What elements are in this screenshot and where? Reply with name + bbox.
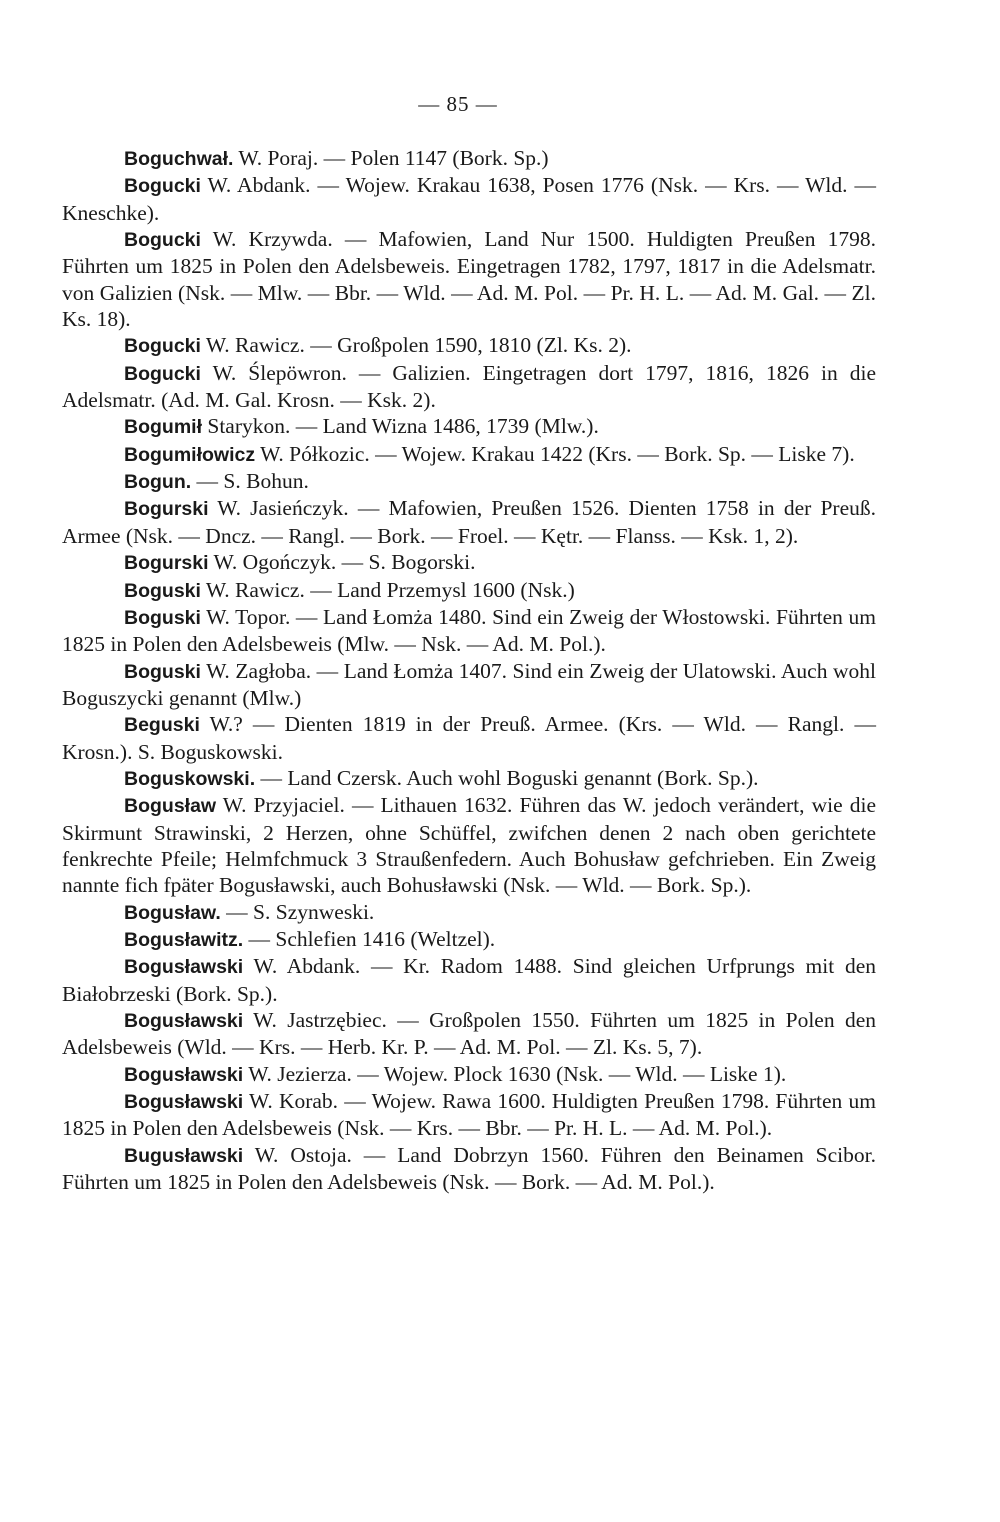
entry-text: W. Jezierza. — Wojew. Plock 1630 (Nsk. — Wld. — Liske 1). <box>243 1061 787 1086</box>
entry-boguslawski-jastrzebiec <box>62 1007 876 1061</box>
entry-boguslawski-korab <box>62 1088 876 1142</box>
entry-boguski-zagloba <box>62 658 876 712</box>
entry-text: W. Rawicz. — Großpolen 1590, 1810 (Zl. Ks. 2). <box>200 333 632 358</box>
entry-surname: Bogusławski <box>124 1091 244 1114</box>
entry-surname: Bogucki <box>124 175 201 198</box>
entry-text: W. Rawicz. — Land Przemysl 1600 (Nsk.) <box>200 577 575 602</box>
entry-bogun <box>62 468 876 495</box>
entry-surname: Bogusławitz. <box>124 928 244 951</box>
entry-surname: Bogumiłowicz <box>124 443 256 466</box>
entry-surname: Boguski <box>124 579 201 602</box>
page-number: — 85 — <box>418 92 498 116</box>
entry-surname: Bogurski <box>124 498 209 521</box>
entry-bogucki-rawicz <box>62 332 876 359</box>
entry-text: — S. Bohun. <box>191 469 309 494</box>
entry-boguski-topor <box>62 604 876 658</box>
entry-surname: Bogurski <box>124 552 209 575</box>
entry-bogumilowicz <box>62 441 876 468</box>
entry-surname: Beguski <box>124 714 200 737</box>
entry-list <box>62 145 876 1195</box>
entry-boguslawski-jezierza <box>62 1061 876 1088</box>
document-page <box>62 92 876 1195</box>
entry-surname: Bogumił <box>124 416 202 439</box>
entry-text: W. Abdank. — Kr. Radom 1488. Sind gleichen Urfprungs mit den Białobrzeski (Bork. Sp.). <box>62 954 876 1006</box>
entry-text: Starykon. — Land Wizna 1486, 1739 (Mlw.). <box>202 414 599 439</box>
entry-surname: Bogusław <box>124 795 217 818</box>
entry-text: W. Ślepöwron. — Galizien. Eingetragen dort 1797, 1816, 1826 in die Adelsmatr. (Ad. M. Gal. Krosn. — Ksk. 2). <box>62 360 876 413</box>
entry-bogucki-abdank <box>62 172 876 226</box>
entry-surname: Bogusław. <box>124 901 221 924</box>
entry-text: W. Zagłoba. — Land Łomża 1407. Sind ein Zweig der Ulatowski. Auch wohl Boguszycki genannt (Mlw.) <box>62 658 876 710</box>
entry-surname: Bugusławski <box>124 1144 244 1167</box>
entry-boguchwal <box>62 145 876 172</box>
entry-bogurski-ogonczyk <box>62 549 876 576</box>
entry-surname: Boguski <box>124 660 201 683</box>
entry-surname: Bogun. <box>124 471 192 494</box>
entry-text: W. Topor. — Land Łomża 1480. Sind ein Zweig der Włostowski. Führten um 1825 in Polen den Adelsbeweis (Mlw. — Nsk. — Ad. M. Pol.). <box>62 604 876 657</box>
entry-text: W. Abdank. — Wojew. Krakau 1638, Posen 1776 (Nsk. — Krs. — Wld. — Kneschke). <box>62 173 876 225</box>
entry-boguslaw-przyjaciel <box>62 792 876 898</box>
entry-surname: Bogucki <box>124 335 201 358</box>
entry-surname: Boguskowski. <box>124 767 256 790</box>
entry-surname: Boguski <box>124 606 201 629</box>
entry-text: W. Korab. — Wojew. Rawa 1600. Huldigten Preußen 1798. Führten um 1825 in Polen den Adelsbeweis (Nsk. — Krs. — Bbr. — Pr. H. L. — Ad. M. Pol.). <box>62 1089 876 1141</box>
entry-boguslawski-abdank <box>62 953 876 1007</box>
entry-surname: Bogusławski <box>124 956 244 979</box>
entry-bogumil <box>62 413 876 440</box>
entry-text: W. Poraj. — Polen 1147 (Bork. Sp.) <box>233 146 549 170</box>
entry-boguski-rawicz <box>62 577 876 604</box>
entry-text: W. Ogończyk. — S. Bogorski. <box>208 550 476 575</box>
entry-surname: Bogucki <box>124 362 201 385</box>
entry-text: W. Półkozic. — Wojew. Krakau 1422 (Krs. — Bork. Sp. — Liske 7). <box>255 441 855 466</box>
entry-text: — Land Czersk. Auch wohl Boguski genannt (Bork. Sp.). <box>255 765 759 790</box>
entry-text: W. Krzywda. — Mafowien, Land Nur 1500. Huldigten Preußen 1798. Führten um 1825 in Polen den Adelsbeweis. Eingetragen 1782, 1797, 1817 in die Adelsmatr. von Galizien (Nsk. — Mlw. — Bbr. — Wld. — Ad. M. Pol. — Pr. H. L. — Ad. M. Gal. — Zl. Ks. 18). <box>62 227 876 332</box>
entry-boguslaw-szynweski <box>62 899 876 926</box>
entry-text: W. Jasieńczyk. — Mafowien, Preußen 1526. Dienten 1758 in der Preuß. Armee (Nsk. — Dncz. — Rangl. — Bork. — Froel. — Kętr. — Flanss. — Ksk. 1, 2). <box>62 496 876 548</box>
entry-buguslawski-ostoja <box>62 1142 876 1196</box>
entry-surname: Bogusławski <box>124 1063 244 1086</box>
entry-text: W. Ostoja. — Land Dobrzyn 1560. Führen den Beinamen Scibor. Führten um 1825 in Polen den Adelsbeweis (Nsk. — Bork. — Ad. M. Pol.). <box>62 1142 876 1195</box>
entry-boguslawitz <box>62 926 876 953</box>
entry-text: W. Jastrzębiec. — Großpolen 1550. Führten um 1825 in Polen den Adelsbeweis (Wld. — Krs. — Herb. Kr. P. — Ad. M. Pol. — Zl. Ks. 5, 7). <box>62 1008 876 1060</box>
entry-bogurski-jasienczyk <box>62 495 876 549</box>
entry-bogucki-krzywda <box>62 226 876 332</box>
entry-text: W.? — Dienten 1819 in der Preuß. Armee. (Krs. — Wld. — Rangl. — Krosn.). S. Boguskowski. <box>62 712 876 764</box>
entry-surname: Bogusławski <box>124 1010 244 1032</box>
entry-text: — Schlefien 1416 (Weltzel). <box>243 926 496 951</box>
entry-surname: Bogucki <box>124 229 201 252</box>
entry-boguskowski <box>62 765 876 792</box>
entry-text: — S. Szynweski. <box>220 899 375 924</box>
entry-surname: Boguchwał. <box>124 148 234 170</box>
entry-text: W. Przyjaciel. — Lithauen 1632. Führen das W. jedoch verändert, wie die Skirmunt Strawinski, 2 Herzen, ohne Schüffel, zwifchen denen 2 nach oben gerichtete fenkrechte Pfeile; Helmfchmuck 3 Straußenfedern. Auch Bohusław gefchrieben. Ein Zweig nannte fich fpäter Bogusławski, auch Bohusławski (Nsk. — Wld. — Bork. Sp.). <box>62 793 876 898</box>
entry-beguski <box>62 711 876 765</box>
entry-bogucki-slepowron <box>62 360 876 414</box>
